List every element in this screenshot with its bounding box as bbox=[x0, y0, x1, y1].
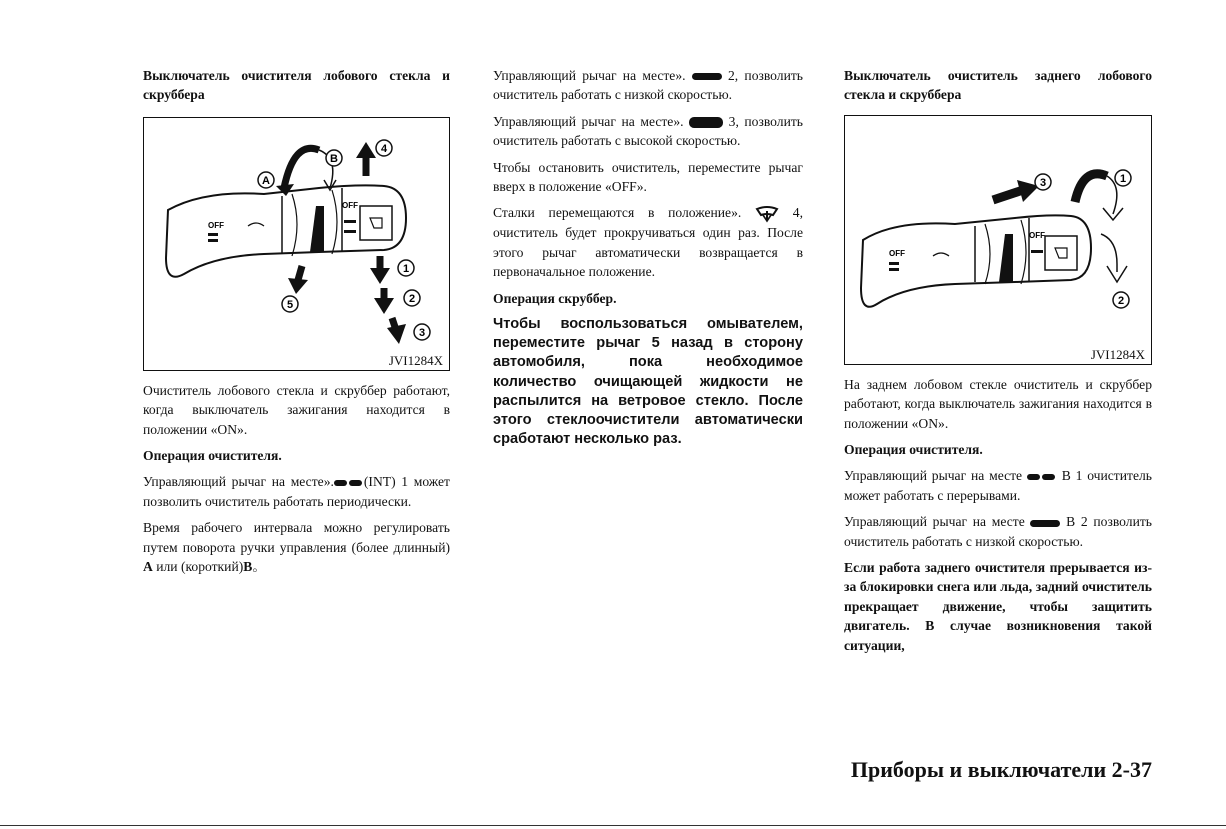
low-speed-paragraph bbox=[493, 66, 803, 105]
label-b bbox=[326, 150, 342, 166]
label-a bbox=[258, 172, 274, 188]
interval-text-b: или (короткий) bbox=[156, 559, 244, 575]
label-2 bbox=[1113, 292, 1129, 308]
rear-low-paragraph bbox=[844, 512, 1152, 551]
rear-int-text-a: Управляющий рычаг на месте bbox=[844, 468, 1023, 484]
column-3 bbox=[844, 66, 1152, 662]
rear-int-symbol-icon bbox=[1027, 474, 1040, 480]
rear-low-text-b: В 2 позволить очиститель работать с низкой скоростью. bbox=[844, 514, 1152, 549]
column-1 bbox=[143, 66, 450, 583]
mist-paragraph bbox=[493, 203, 803, 281]
interval-text-a: Время рабочего интервала можно регулировать путем поворота ручки управления (более длинный) bbox=[143, 520, 450, 555]
rear-wiper-switch-figure bbox=[844, 115, 1152, 365]
washer-end-cap bbox=[1045, 236, 1077, 270]
rear-wiper-operation-heading: Операция очистителя. bbox=[844, 442, 983, 458]
column-2 bbox=[493, 66, 803, 456]
switch-off-text-ring: OFF bbox=[342, 200, 358, 210]
svg-text:3: 3 bbox=[418, 326, 426, 339]
section-heading-front-wiper: Выключатель очистителя лобового стекла и скруббера bbox=[143, 68, 450, 103]
stop-wiper-paragraph: Чтобы остановить очиститель, переместите рычаг вверх в положение «OFF». bbox=[493, 159, 803, 195]
int-symbol-icon bbox=[334, 480, 347, 486]
high-speed-text-a: Управляющий рычаг на месте». bbox=[493, 113, 684, 129]
switch-off-text: OFF bbox=[889, 248, 905, 258]
figure-code: JVI1284X bbox=[388, 352, 443, 368]
high-speed-paragraph bbox=[493, 112, 803, 151]
interval-label-a: A bbox=[143, 559, 153, 575]
interval-label-b: B bbox=[243, 559, 253, 575]
washer-end-cap bbox=[360, 206, 392, 240]
interval-text-c: 。 bbox=[252, 559, 266, 575]
scrubber-operation-heading: Операция скруббер. bbox=[493, 290, 617, 306]
page-bottom-rule bbox=[0, 825, 1226, 826]
rear-wiper-switch-illustration bbox=[845, 116, 1150, 363]
front-wiper-switch-illustration bbox=[144, 118, 448, 369]
label-3 bbox=[1035, 174, 1051, 190]
switch-off-text: OFF bbox=[208, 220, 224, 230]
svg-text:1: 1 bbox=[402, 262, 410, 275]
speed-mark bbox=[344, 220, 356, 223]
rotate-arrow-1 bbox=[1075, 174, 1107, 202]
speed-mark bbox=[889, 268, 899, 271]
svg-text:3: 3 bbox=[1039, 176, 1047, 189]
arrowhead-4 bbox=[356, 142, 376, 158]
interval-adjust-paragraph bbox=[143, 518, 450, 576]
figure-code: JVI1284X bbox=[1090, 346, 1145, 362]
rear-wiper-intro: На заднем лобовом стекле очиститель и скруббер работают, когда выключатель зажигания находится в положении «ON». bbox=[844, 376, 1152, 431]
rear-int-symbol-icon bbox=[1042, 474, 1055, 480]
front-wiper-switch-figure bbox=[143, 117, 450, 371]
arrowhead-3 bbox=[387, 324, 406, 344]
rear-low-text-a: Управляющий рычаг на месте bbox=[844, 514, 1025, 530]
low-speed-text-a: Управляющий рычаг на месте». bbox=[493, 68, 686, 83]
speed-mark bbox=[208, 233, 218, 236]
wiper-operation-heading: Операция очистителя. bbox=[143, 448, 282, 464]
rotate-arrow-2 bbox=[1101, 234, 1117, 272]
speed-mark bbox=[344, 230, 356, 233]
svg-text:B: B bbox=[330, 152, 338, 165]
int-mode-text-b: (INT) 1 может позволить очиститель работать периодически. bbox=[143, 474, 450, 509]
arrow-push-3 bbox=[993, 190, 1023, 200]
svg-text:A: A bbox=[262, 174, 270, 187]
int-mode-paragraph bbox=[143, 472, 450, 511]
mist-wiper-icon bbox=[755, 205, 779, 223]
int-mode-text-a: Управляющий рычаг на месте». bbox=[143, 474, 334, 490]
switch-off-text-ring: OFF bbox=[1029, 230, 1045, 240]
low-speed-text-b: 2, позволить очиститель работать с низкой скоростью. bbox=[493, 68, 804, 103]
low-speed-symbol-icon bbox=[692, 73, 722, 80]
front-wiper-intro: Очиститель лобового стекла и скруббер работают, когда выключатель зажигания находится в положении «ON». bbox=[143, 382, 450, 437]
label-1 bbox=[1115, 170, 1131, 186]
label-1 bbox=[398, 260, 414, 276]
arrow-pull-5 bbox=[298, 266, 302, 280]
arrowhead-1 bbox=[370, 268, 390, 284]
rotate-arrow-a bbox=[284, 148, 319, 188]
svg-text:2: 2 bbox=[1117, 294, 1125, 307]
rear-int-text-b: В 1 очиститель может работать с перерывами. bbox=[844, 468, 1152, 503]
svg-text:1: 1 bbox=[1119, 172, 1127, 185]
rear-motor-protection-paragraph: Если работа заднего очистителя прерывается из-за блокировки снега или льда, задний очиститель прекращает движение, чтобы защитить двигатель. В случае возникновения такой ситуации, bbox=[844, 560, 1152, 653]
svg-text:4: 4 bbox=[380, 142, 388, 155]
label-4 bbox=[376, 140, 392, 156]
arrowhead-2 bbox=[374, 298, 394, 314]
speed-mark bbox=[889, 262, 899, 265]
arrowhead-5 bbox=[288, 278, 308, 294]
speed-mark bbox=[208, 239, 218, 242]
mist-text-b: 4, очиститель будет прокручиваться один раз. После этого рычаг автоматически возвращается в первоначальное положение. bbox=[493, 205, 803, 280]
high-speed-symbol-icon bbox=[689, 117, 723, 128]
speed-mark bbox=[1031, 250, 1043, 253]
mist-text-a: Сталки перемещаются в положение». bbox=[493, 205, 742, 221]
label-2 bbox=[404, 290, 420, 306]
scrubber-instructions: Чтобы воспользоваться омывателем, переместите рычаг 5 назад в сторону автомобиля, пока необходимое количество очищающей жидкости не распылится на ветровое стекло. После этого стеклоочистители автоматически сработают несколько раз. bbox=[493, 315, 803, 448]
label-3 bbox=[414, 324, 430, 340]
label-5 bbox=[282, 296, 298, 312]
section-heading-rear-wiper: Выключатель очиститель заднего лобового стекла и скруббера bbox=[844, 68, 1152, 103]
svg-text:5: 5 bbox=[286, 298, 294, 311]
rear-int-paragraph bbox=[844, 466, 1152, 505]
rear-low-symbol-icon bbox=[1030, 520, 1060, 527]
page-footer: Приборы и выключатели 2-37 bbox=[850, 757, 1152, 782]
int-symbol-icon bbox=[349, 480, 362, 486]
svg-text:2: 2 bbox=[408, 292, 416, 305]
high-speed-text-b: 3, позволить очиститель работать с высокой скоростью. bbox=[493, 113, 803, 149]
